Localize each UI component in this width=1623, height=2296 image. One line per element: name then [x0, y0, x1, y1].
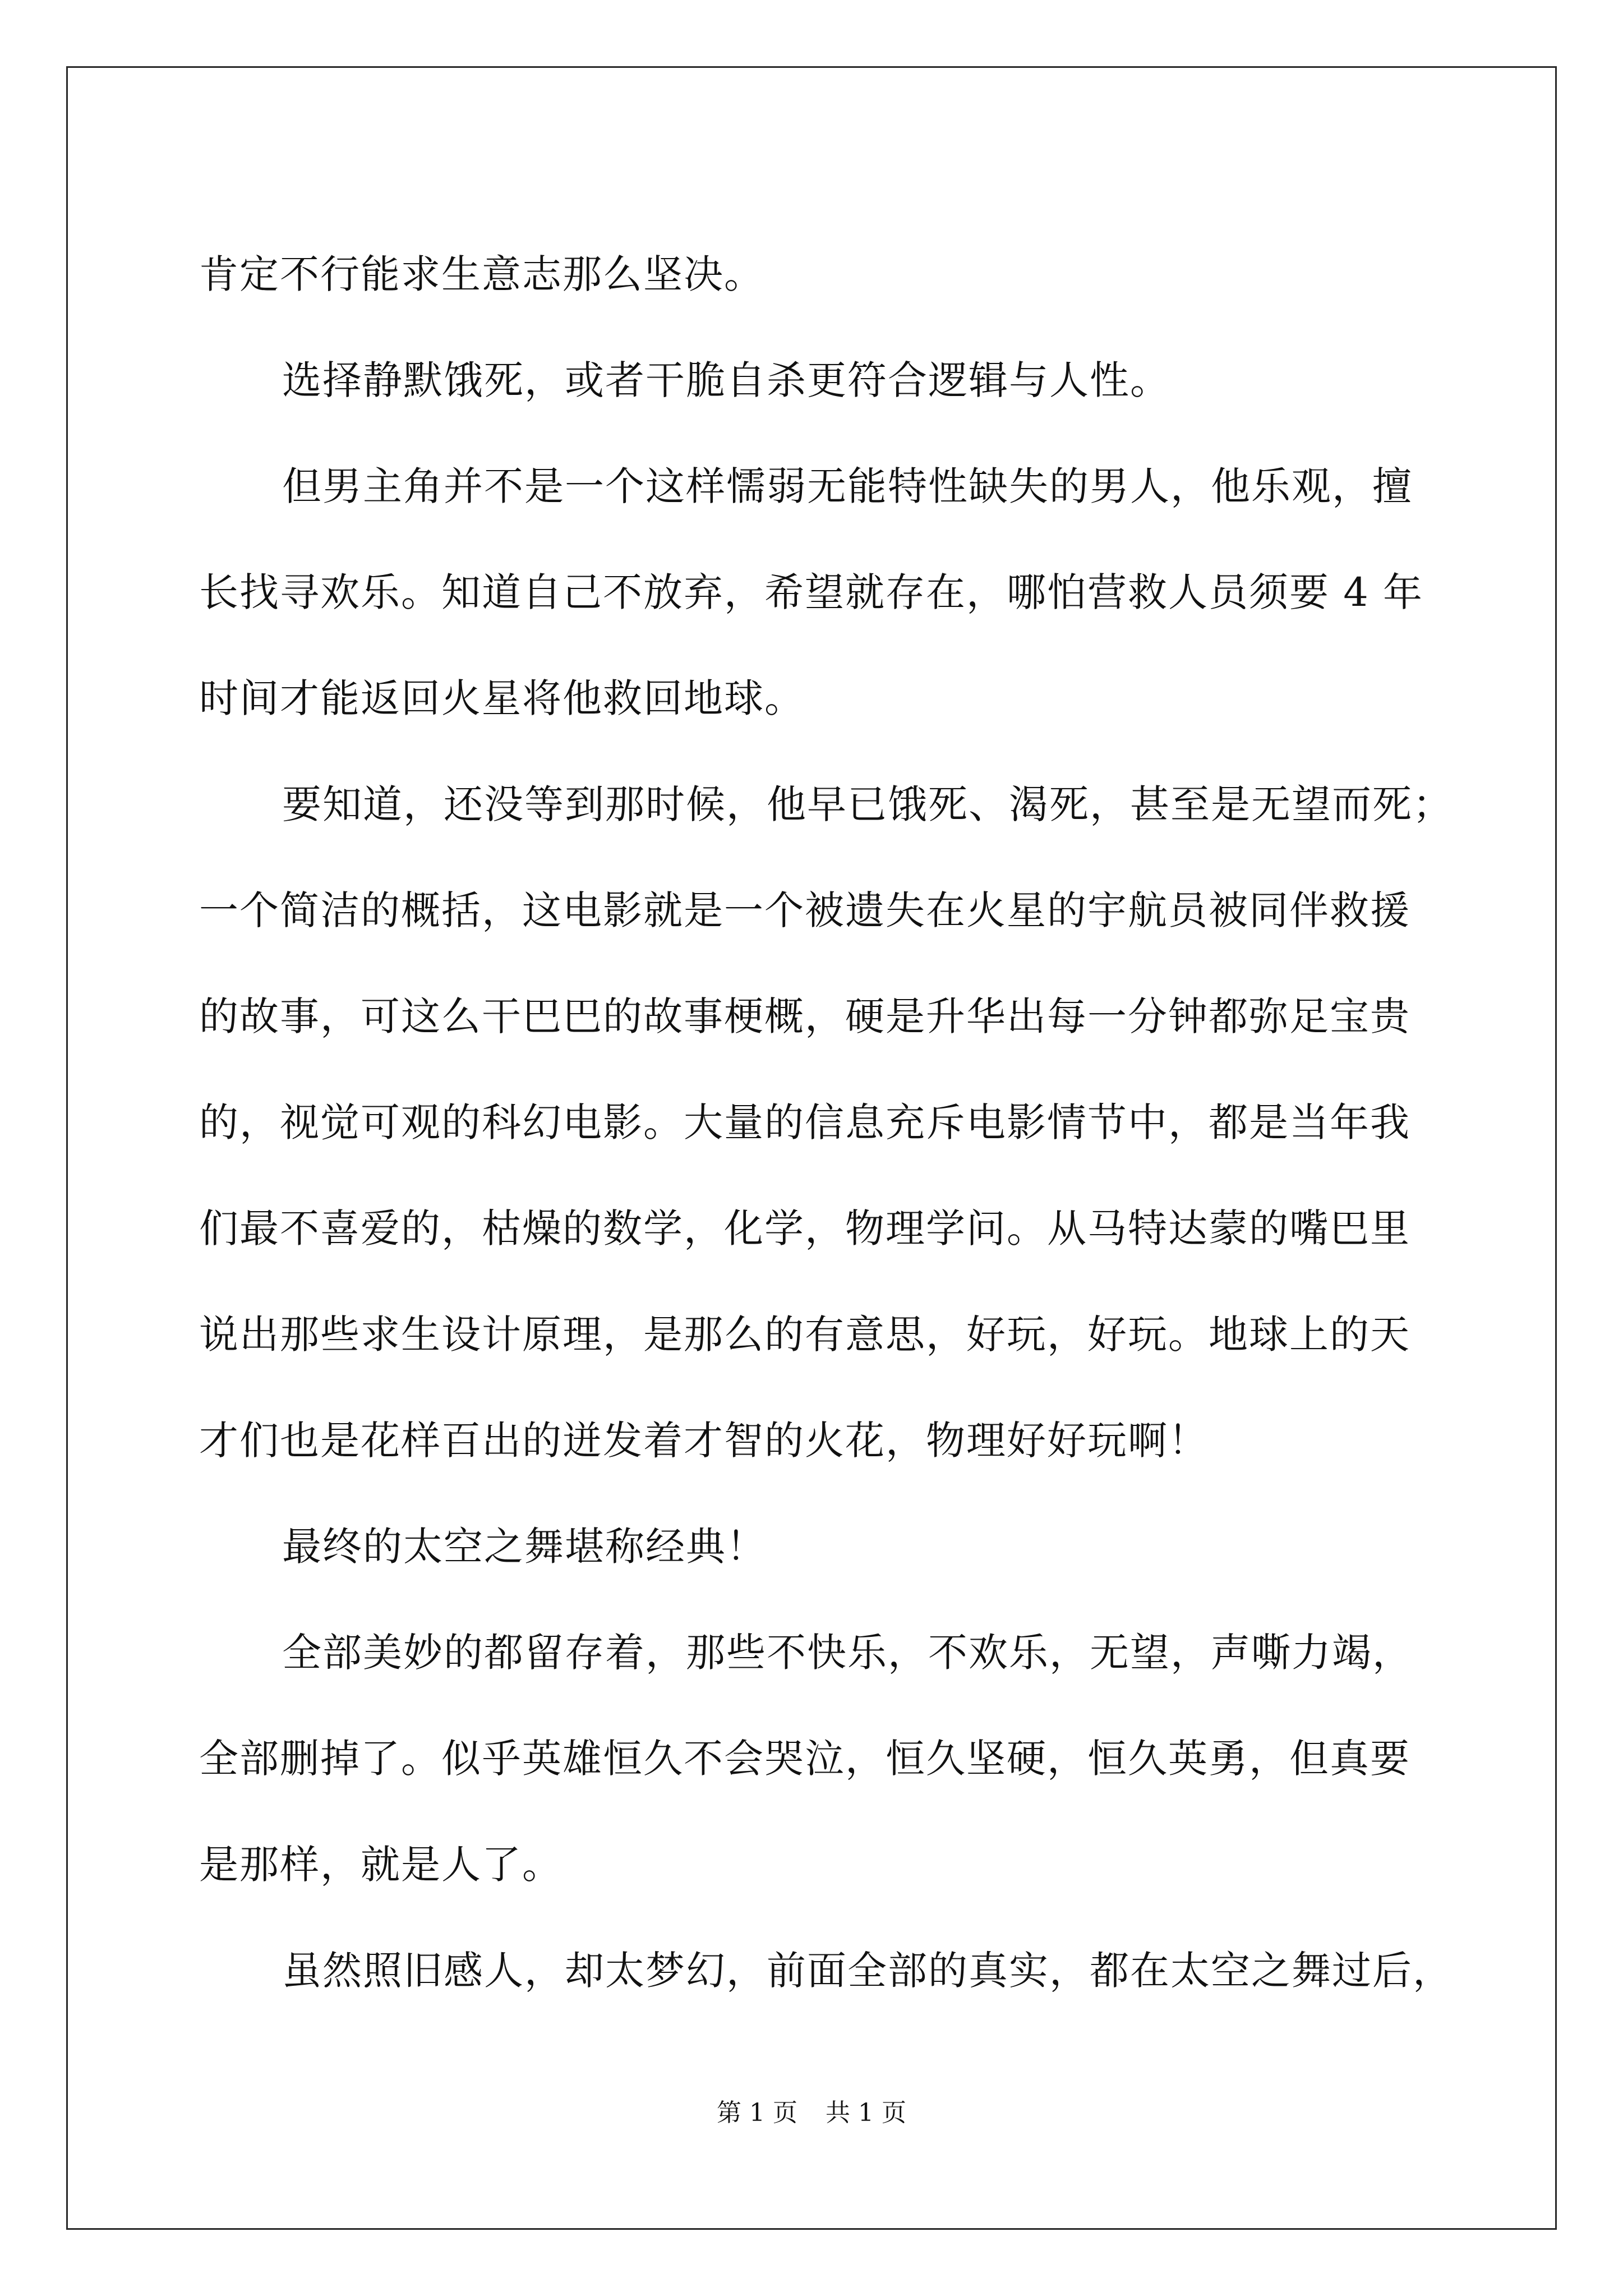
text-line: 的故事，可这么干巴巴的故事梗概，硬是升华出每一分钟都弥足宝贵: [199, 993, 1410, 1039]
text-line: 但男主角并不是一个这样懦弱无能特性缺失的男人，他乐观，擅: [282, 463, 1413, 509]
text-line: 说出那些求生设计原理，是那么的有意思，好玩，好玩。地球上的天: [199, 1312, 1410, 1358]
text-line: 选择静默饿死，或者干脆自杀更符合逻辑与人性。: [282, 357, 1170, 403]
text-line: 要知道，还没等到那时候，他早已饿死、渴死，甚至是无望而死；: [282, 781, 1453, 827]
text-line: 全部美妙的都留存着，那些不快乐，不欢乐，无望，声嘶力竭，: [282, 1630, 1413, 1676]
text-line: 们最不喜爱的，枯燥的数学，化学，物理学问。从马特达蒙的嘴巴里: [199, 1205, 1410, 1251]
text-line: 一个简洁的概括，这电影就是一个被遗失在火星的宇航员被同伴救援: [199, 887, 1410, 933]
text-line: 长找寻欢乐。知道自己不放弃，希望就存在，哪怕营救人员须要 4 年: [199, 569, 1424, 615]
text-line: 虽然照旧感人，却太梦幻，前面全部的真实，都在太空之舞过后，: [282, 1948, 1453, 1994]
text-line: 的，视觉可观的科幻电影。大量的信息充斥电影情节中，都是当年我: [199, 1099, 1410, 1145]
text-line: 时间才能返回火星将他救回地球。: [199, 675, 805, 721]
page-number-current: 第 1 页: [717, 2099, 797, 2127]
text-line: 全部删掉了。似乎英雄恒久不会哭泣，恒久坚硬，恒久英勇，但真要: [199, 1736, 1410, 1782]
document-body: [199, 222, 1453, 2024]
text-line: 肯定不行能求生意志那么坚决。: [199, 251, 764, 297]
page-number-total: 共 1 页: [826, 2099, 906, 2127]
text-line: 才们也是花样百出的迸发着才智的火花，物理好好玩啊！: [199, 1418, 1209, 1464]
text-line: 是那样，就是人了。: [199, 1842, 562, 1888]
text-line: 最终的太空之舞堪称经典！: [282, 1524, 767, 1570]
page-footer: [0, 2096, 1623, 2130]
